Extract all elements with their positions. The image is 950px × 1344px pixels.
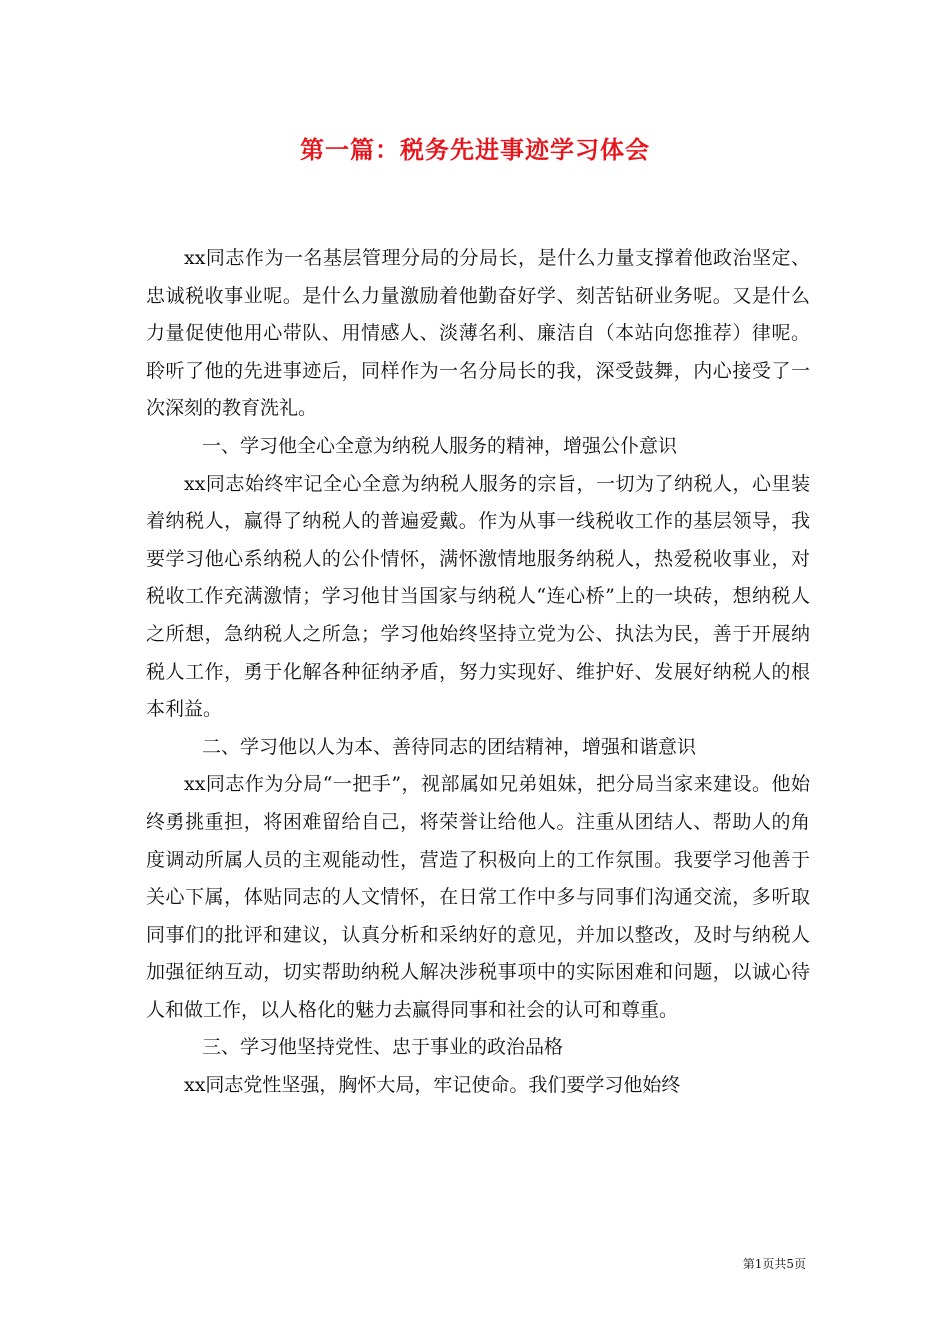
section-heading-1: 一、学习他全心全意为纳税人服务的精神，增强公仆意识 [202,434,678,457]
paragraph-section-2: xx同志作为分局“一把手”，视部属如兄弟姐妹，把分局当家来建设。他始终勇挑重担，将困难留给自己，将荣誉让给他人。注重从团结人、帮助人的角度调动所属人员的主观能动性，营造了积极向上的工作氛围。我要学习他善于关心下属，体贴同志的人文情怀，在日常工作中多与同事们沟通交流，多听取同事们的批评和建议，认真分析和采纳好的意见，并加以整改，及时与纳税人加强征纳互动，切实帮助纳税人解决涉税事项中的实际困难和问题，以诚心待人和做工作，以人格化的魅力去赢得同事和社会的认可和尊重。 [146,773,810,1021]
page-number: 第1页共5页 [742,1257,806,1271]
paragraph-section-1: xx同志始终牢记全心全意为纳税人服务的宗旨，一切为了纳税人，心里装着纳税人，赢得了纳税人的普遍爱戴。作为从事一线税收工作的基层领导，我要学习他心系纳税人的公仆情怀，满怀激情地服务纳税人，热爱税收事业，对税收工作充满激情；学习他甘当国家与纳税人“连心桥”上的一块砖，想纳税人之所想，急纳税人之所急；学习他始终坚持立党为公、执法为民，善于开展纳税人工作，勇于化解各种征纳矛盾，努力实现好、维护好、发展好纳税人的根本利益。 [146,472,810,721]
paragraph-intro: xx同志作为一名基层管理分局的分局长，是什么力量支撑着他政治坚定、忠诚税收事业呢。是什么力量激励着他勤奋好学、刻苦钻研业务呢。又是什么力量促使他用心带队、用情感人、淡薄名利、廉洁自（本站向您推荐）律呢。聆听了他的先进事迹后，同样作为一名分局长的我，深受鼓舞，内心接受了一次深刻的教育洗礼。 [146,247,810,420]
document-title: 第一篇：税务先进事迹学习体会 [300,135,650,164]
section-heading-3: 三、学习他坚持党性、忠于事业的政治品格 [202,1036,564,1059]
section-heading-2: 二、学习他以人为本、善待同志的团结精神，增强和谐意识 [202,735,697,758]
paragraph-section-3: xx同志党性坚强，胸怀大局，牢记使命。我们要学习他始终 [184,1074,681,1097]
document-body [146,240,810,1105]
